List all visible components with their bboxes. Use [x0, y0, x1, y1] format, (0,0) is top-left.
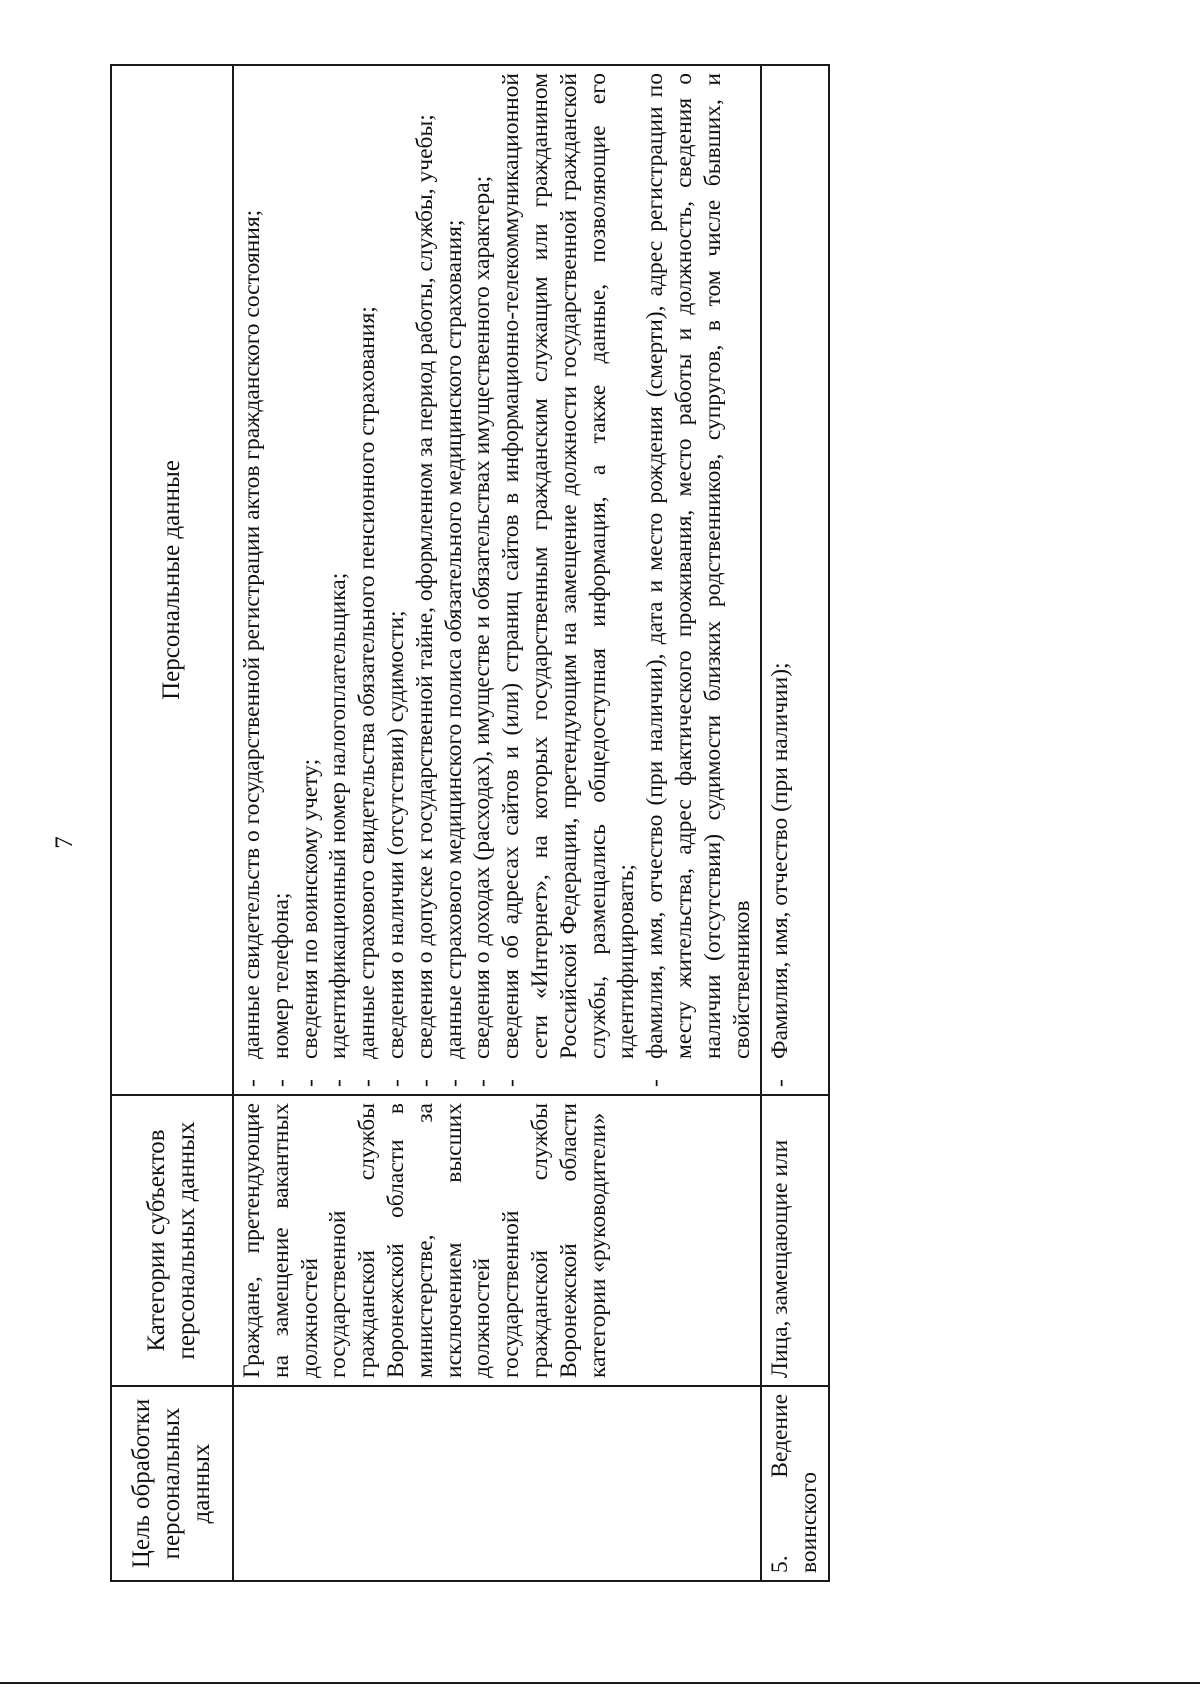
list-item: - сведения об адресах сайтов и (или) страниц сайтов в информационно-телекоммуникационной сети «Интернет», на которых государственным гражданским служащим или гражданином Российской Федерации, претендующим на замещение должности государственной гражданской службы, размещались общедоступная информация, а также данные, позволяющие его идентифицировать;: [497, 73, 641, 1087]
bottom-scan-edge: [0, 1682, 1200, 1684]
list-item: - фамилия, имя, отчество (при наличии), дата и место рождения (смерти), адрес регистрации по месту жительства, адрес фактического проживания, место работы и должность, сведения о наличии (отсутствии) судимости близких родственников, супругов, в том числе бывших, и свойственников: [641, 73, 756, 1087]
cell-purpose: 5. Ведение воинского: [761, 1386, 829, 1581]
list-item: - сведения о доходах (расходах), имуществе и обязательствах имущественного характера;: [468, 73, 497, 1087]
cell-personal-data: [761, 65, 829, 1095]
table-row: [233, 65, 761, 1581]
page-number: 7: [50, 836, 78, 849]
table-header-row: [111, 65, 233, 1581]
table-row: [761, 65, 829, 1581]
cell-subjects: Граждане, претендующие на замещение вакантных должностей государственной гражданской службы Воронежской области в министерстве, за исключением высших должностей государственной гражданской службы Воронежской области категории «руководители»: [233, 1095, 761, 1386]
list-item: - сведения о допуске к государственной тайне, оформленном за период работы, службы, учебы;: [411, 73, 440, 1087]
list-item: - Фамилия, имя, отчество (при наличии);: [766, 73, 795, 1087]
cell-subjects: Лица, замещающие или: [761, 1095, 829, 1386]
list-item: - идентификационный номер налогоплательщика;: [324, 73, 353, 1087]
rotated-page: [110, 64, 1105, 1582]
list-item: - данные свидетельств о государственной регистрации актов гражданского состояния;: [238, 73, 267, 1087]
personal-data-list: [238, 73, 756, 1087]
list-item: - сведения по воинскому учету;: [296, 73, 325, 1087]
personal-data-table: [110, 64, 830, 1582]
header-personal-data: Персональные данные: [111, 65, 233, 1095]
list-item: - сведения о наличии (отсутствии) судимости;: [382, 73, 411, 1087]
header-purpose: Цель обработки персональных данных: [111, 1386, 233, 1581]
cell-purpose: [233, 1386, 761, 1581]
header-subjects: Категории субъектов персональных данных: [111, 1095, 233, 1386]
personal-data-list: [766, 73, 795, 1087]
list-item: - номер телефона;: [267, 73, 296, 1087]
cell-personal-data: [233, 65, 761, 1095]
list-item: - данные страхового медицинского полиса обязательного медицинского страхования;: [440, 73, 469, 1087]
list-item: - данные страхового свидетельства обязательного пенсионного страхования;: [353, 73, 382, 1087]
